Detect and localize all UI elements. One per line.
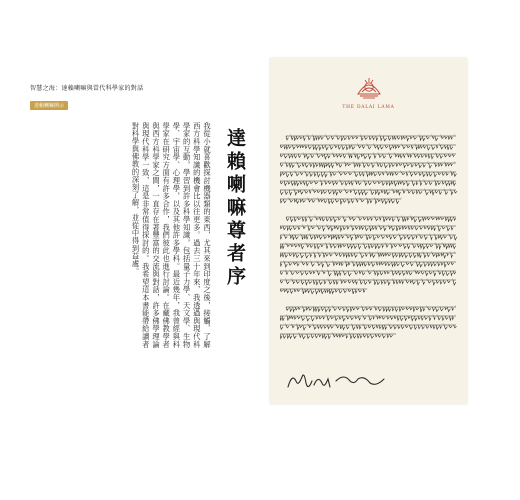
tibetan-text-line: [280, 243, 456, 249]
foreword-body-text: 我從小就喜歡探討機器類的東西，尤其來到印度之後，接觸、了解西方科學知識的機會比以往更多。過去三十年來，我透過與現代科學家的互動，學習到許多科學知識，包括量子力學、天文學、生物學、宇宙學、心理學，以及其他許多學科。最近幾年，我曾經與科學家在研究方面有許多合作，我們彼此也進行討論。在藏佛教學者與西方科學家之間，一直存在著豐富的交流與對話，許多佛學理論與現代科學一致，這是非常值得探討的。我希望這本書能帶給讀者對科學與佛教的深刻了解，並從中得到益處。: [131, 122, 212, 348]
tibetan-text-line: [280, 144, 456, 150]
tibetan-text-line: [280, 270, 456, 276]
running-header-title: 智慧之海：達賴喇嘛與當代科學家的對話: [30, 85, 144, 92]
dalai-lama-seal-icon: [354, 72, 384, 102]
tibetan-text-line: [280, 234, 457, 240]
tibetan-text-line: [280, 315, 456, 321]
signature-image: [284, 367, 394, 395]
tibetan-text-line: [280, 261, 456, 267]
tibetan-text-line: [280, 198, 402, 204]
tibetan-text-line: [280, 153, 456, 159]
tibetan-text-line: [280, 180, 456, 186]
tibetan-text-line: [280, 189, 457, 195]
tibetan-text-line: [280, 324, 457, 330]
tibetan-text-line: [280, 162, 456, 168]
section-tag: 達賴喇嘛開示: [30, 101, 68, 110]
tibetan-text-line: [280, 288, 367, 294]
tibetan-letter-text: [280, 130, 458, 360]
tibetan-text-line: [286, 135, 456, 141]
foreword-title: 達賴喇嘛尊者序: [224, 128, 246, 289]
tibetan-text-line: [280, 333, 396, 339]
tibetan-text-line: [286, 216, 456, 222]
page-header: [30, 83, 143, 111]
tibetan-text-line: [280, 279, 456, 285]
letterhead-label: THE DALAI LAMA: [342, 105, 395, 110]
letter-page: [270, 58, 467, 404]
tibetan-text-line: [286, 306, 456, 312]
tibetan-text-line: [280, 252, 456, 258]
tibetan-text-line: [280, 171, 457, 177]
tibetan-text-line: [280, 225, 456, 231]
